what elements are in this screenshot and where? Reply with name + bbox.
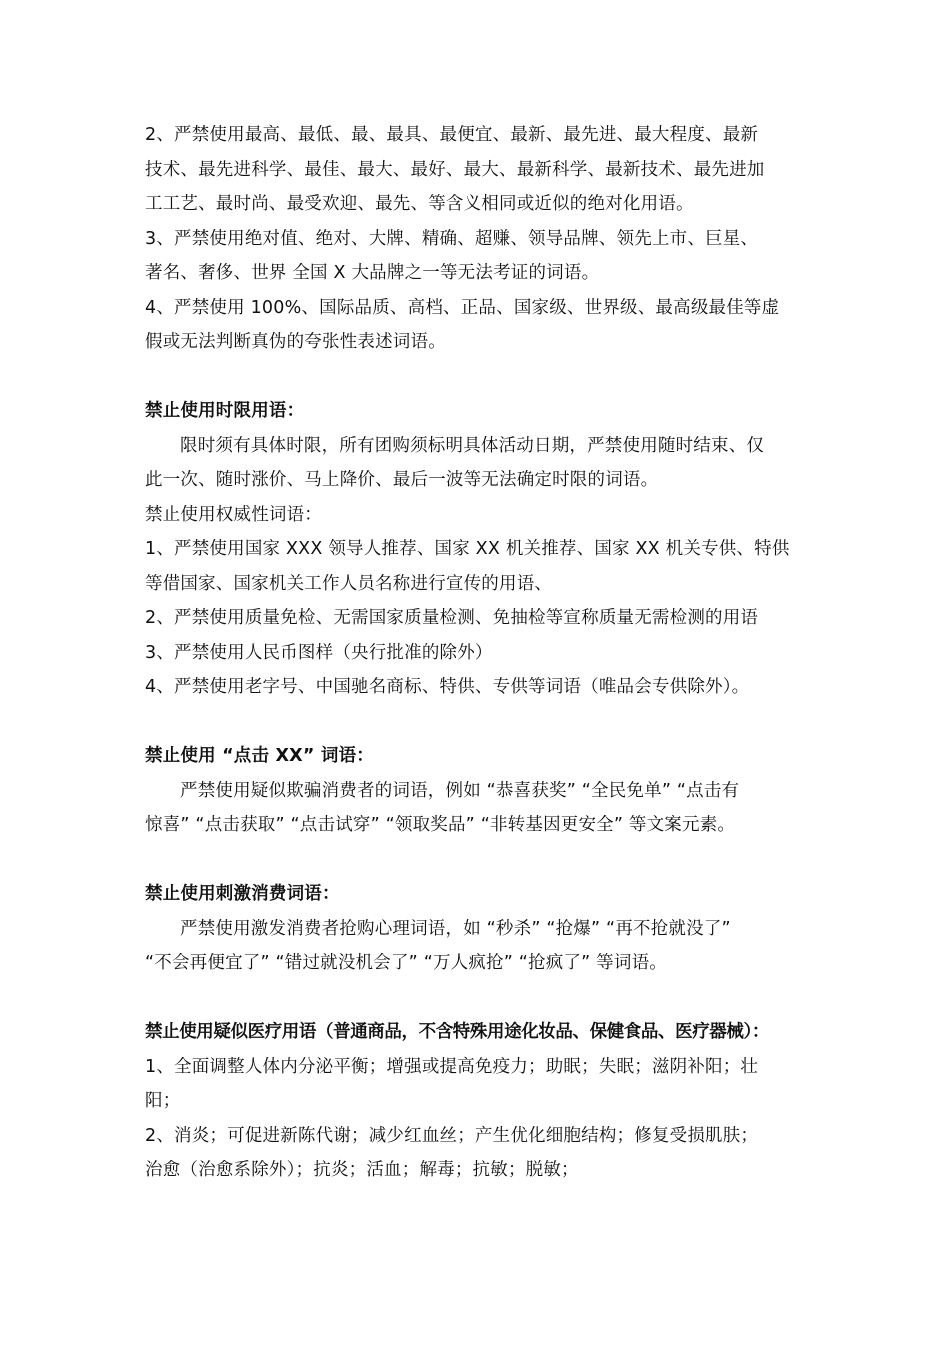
stimulate-section — [145, 877, 807, 981]
text-line: 严禁使用疑似欺骗消费者的词语，例如 “恭喜获奖” “全民免单” “点击有 — [180, 780, 740, 801]
paragraph-gap — [145, 981, 807, 1016]
text-line: 此一次、随时涨价、马上降价、最后一波等无法确定时限的词语。 — [145, 470, 659, 490]
section-heading: 禁止使用时限用语： — [145, 401, 305, 421]
text-line: 阳； — [145, 1091, 181, 1111]
text-line: 著名、奢侈、世界 全国 X 大品牌之一等无法考证的词语。 — [145, 263, 600, 283]
text-line: 2、严禁使用质量免检、无需国家质量检测、免抽检等宣称质量无需检测的用语 — [145, 608, 759, 628]
text-line: 4、严禁使用 100%、国际品质、高档、正品、国家级、世界级、最高级最佳等虚 — [145, 297, 780, 318]
text-line: 3、严禁使用绝对值、绝对、大牌、精确、超赚、领导品牌、领先上市、巨星、 — [145, 228, 759, 249]
text-line: 3、严禁使用人民币图样（央行批准的除外） — [145, 642, 493, 663]
text-line: 2、严禁使用最高、最低、最、最具、最便宜、最新、最先进、最大程度、最新 — [145, 125, 759, 145]
text-line: 惊喜” “点击获取” “点击试穿” “领取奖品” “非转基因更安全” 等文案元素。 — [145, 815, 736, 835]
text-line: “不会再便宜了” “错过就没机会了” “万人疯抢” “抢疯了” 等词语。 — [145, 953, 667, 973]
text-line: 技术、最先进科学、最佳、最大、最好、最大、最新科学、最新技术、最先进加 — [145, 159, 765, 180]
absolute-terms-item-2 — [145, 118, 807, 222]
text-line: 4、严禁使用老字号、中国驰名商标、特供、专供等词语（唯品会专供除外）。 — [145, 677, 750, 697]
text-line: 治愈（治愈系除外）；抗炎；活血；解毒；抗敏；脱敏； — [145, 1160, 579, 1180]
paragraph-gap — [145, 360, 807, 395]
absolute-terms-item-4 — [145, 291, 807, 360]
text-line: 2、消炎；可促进新陈代谢；减少红血丝；产生优化细胞结构；修复受损肌肤； — [145, 1125, 759, 1146]
section-heading: 禁止使用刺激消费词语： — [145, 884, 340, 904]
text-line: 限时须有具体时限，所有团购须标明具体活动日期，严禁使用随时结束、仅 — [180, 435, 765, 456]
authority-section — [145, 498, 807, 705]
section-heading: 禁止使用疑似医疗用语（普通商品，不含特殊用途化妆品、保健食品、医疗器械）： — [145, 1022, 769, 1042]
click-section — [145, 739, 807, 843]
medical-section — [145, 1015, 807, 1188]
time-limit-section — [145, 394, 807, 498]
absolute-terms-item-3 — [145, 222, 807, 291]
text-line: 假或无法判断真伪的夸张性表述词语。 — [145, 332, 446, 352]
text-line: 1、严禁使用国家 XXX 领导人推荐、国家 XX 机关推荐、国家 XX 机关专供、特供 — [145, 539, 790, 559]
text-line: 工工艺、最时尚、最受欢迎、最先、等含义相同或近似的绝对化用语。 — [145, 194, 694, 214]
text-line: 严禁使用激发消费者抢购心理词语，如 “秒杀” “抢爆” “再不抢就没了” — [180, 918, 731, 939]
paragraph-gap — [145, 705, 807, 740]
section-heading: 禁止使用权威性词语： — [145, 504, 322, 525]
text-line: 1、全面调整人体内分泌平衡；增强或提高免疫力；助眠；失眠；滋阴补阳；壮 — [145, 1056, 759, 1077]
section-heading: 禁止使用 “点击 XX” 词语： — [145, 746, 374, 766]
document-page — [145, 118, 807, 1188]
paragraph-gap — [145, 843, 807, 878]
text-line: 等借国家、国家机关工作人员名称进行宣传的用语、 — [145, 573, 553, 594]
